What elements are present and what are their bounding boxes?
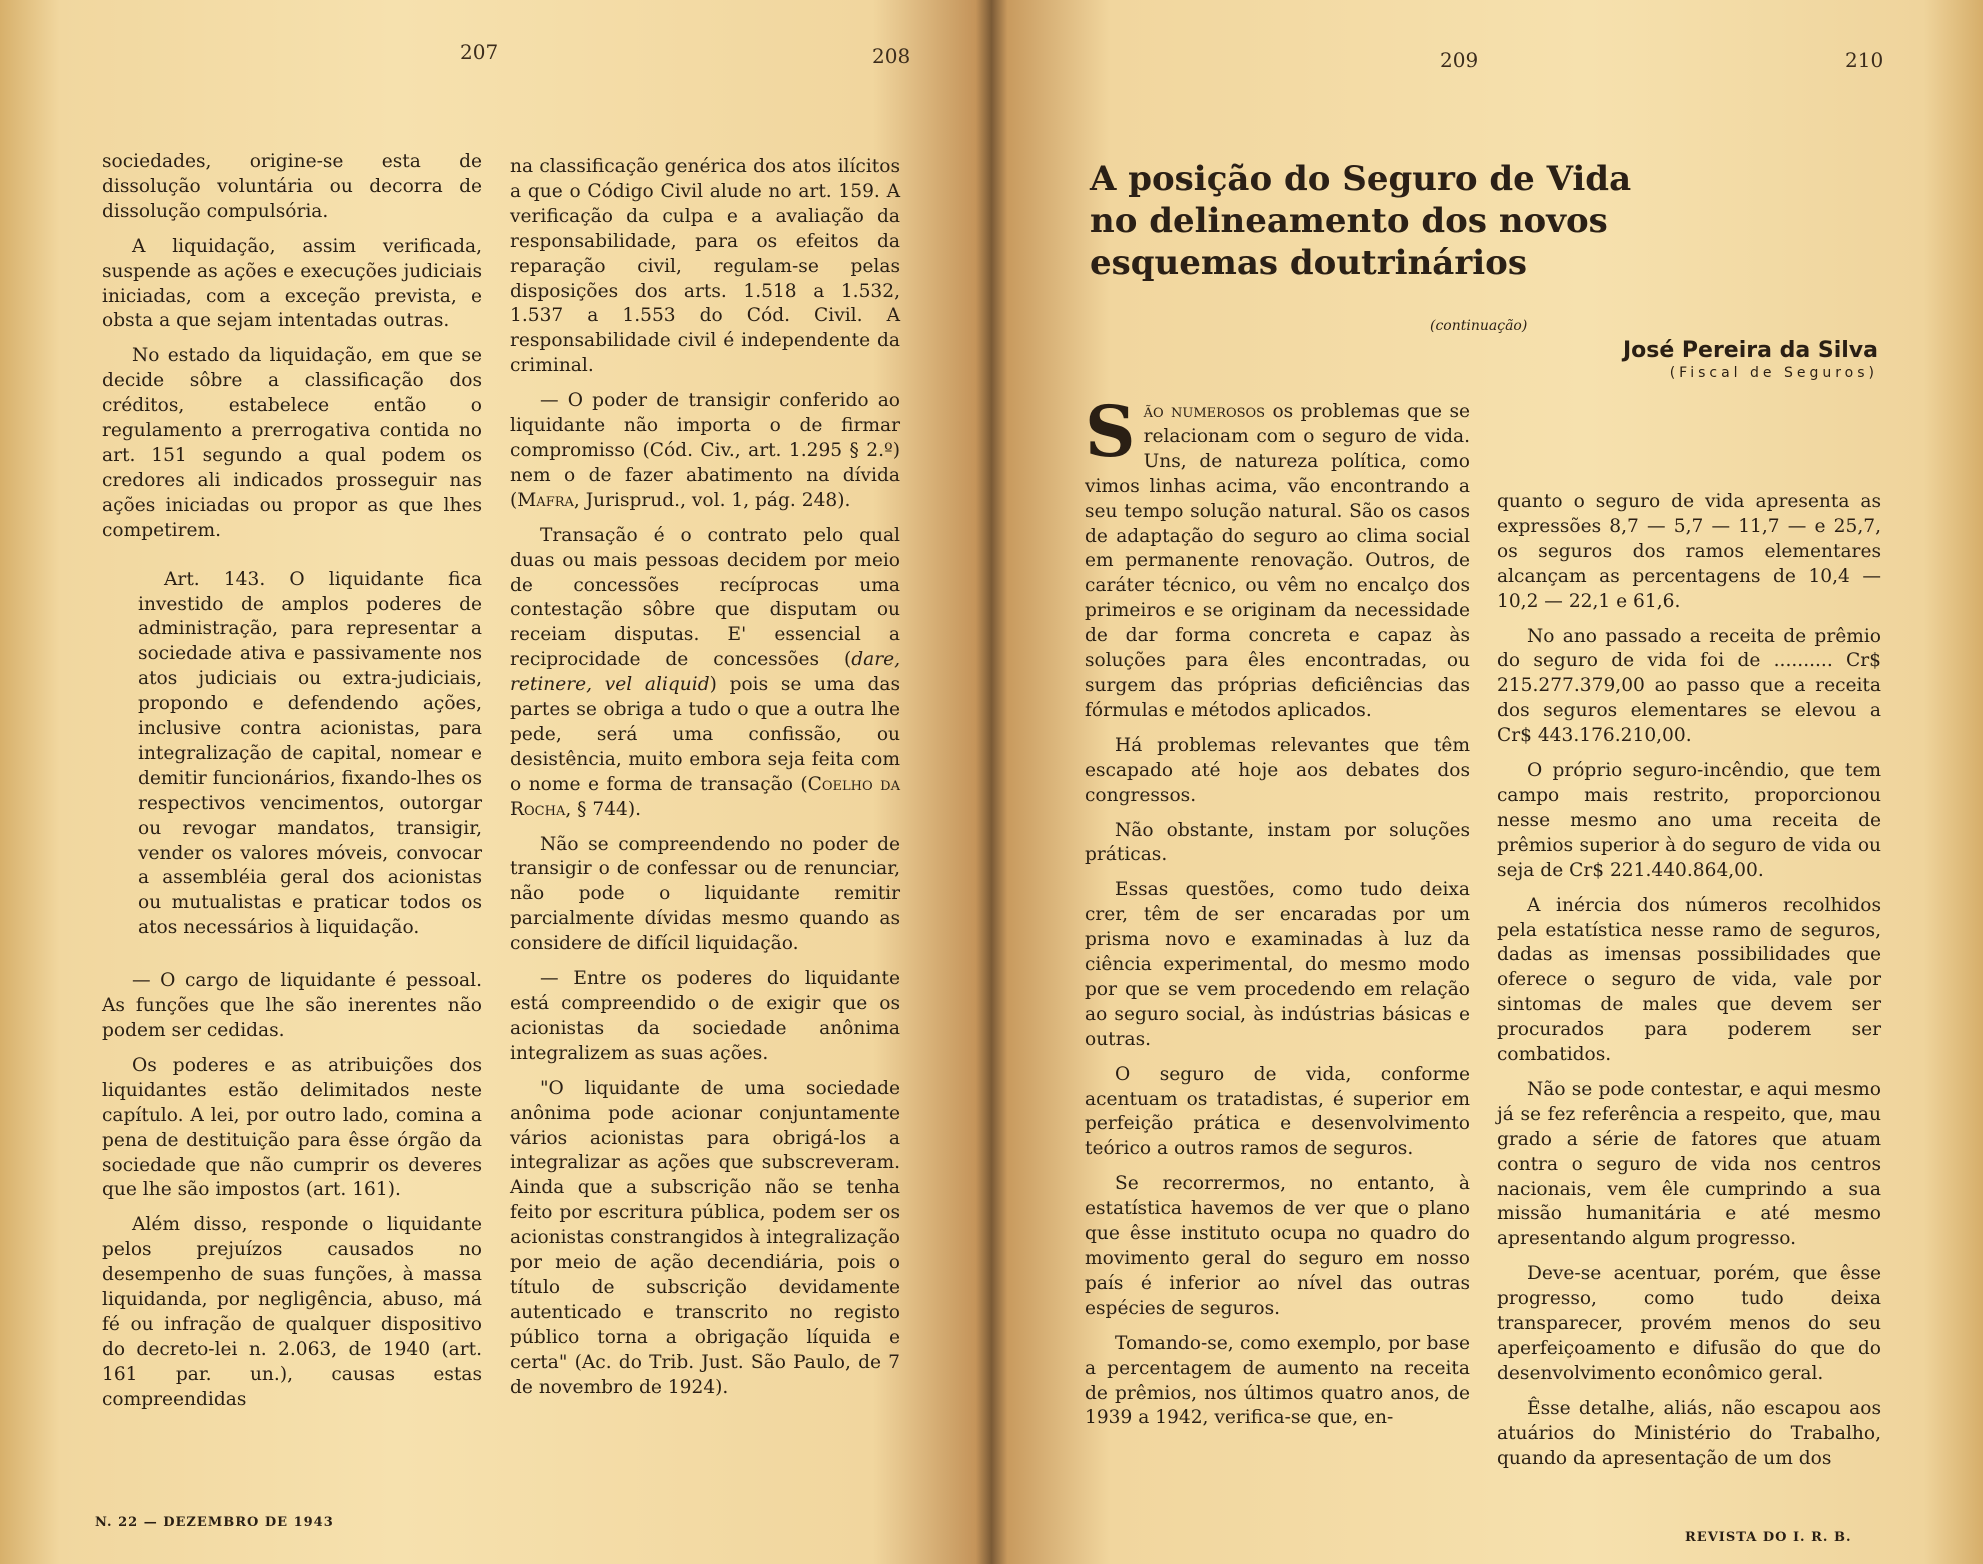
paragraph: Essas questões, como tudo deixa crer, têm de ser encaradas por um prisma novo e examinadas à luz da ciência experimental, do mesmo modo por que se vem procedendo em relação ao seguro social, às indústrias básicas e outras. bbox=[1085, 879, 1470, 1050]
page-number-207: 207 bbox=[460, 40, 499, 64]
author-citation: Coelho da Rocha bbox=[510, 773, 900, 820]
paragraph: A liquidação, assim verificada, suspende as ações e execuções judiciais iniciadas, com a exceção prevista, e obsta a que sejam intentadas outras. bbox=[102, 235, 482, 332]
article-title: A posição do Seguro de Vida no delineamento dos novos esquemas doutrinários bbox=[1090, 159, 1632, 283]
drop-cap: S bbox=[1085, 390, 1136, 473]
author-name: José Pereira da Silva bbox=[1622, 338, 1878, 363]
latin-phrase: dare, retinere, vel aliquid bbox=[510, 649, 900, 696]
page-number-210: 210 bbox=[1845, 48, 1884, 72]
text: os problemas que se relacionam com o seguro de vida. Uns, de natureza política, como vimos linhas acima, vão encontrando a seu tempo solução natural. São os casos de adaptação do seguro ao clima social em permanente renovação. Outros, de caráter técnico, ou vêm no encalço dos primeiros e se originam da necessidade de dar forma concreta e capaz às soluções para êles encontradas, ou surgem das próprias deficiências das fórmulas e métodos aplicados. bbox=[1085, 401, 1470, 721]
paragraph bbox=[510, 524, 900, 823]
paragraph: O próprio seguro-incêndio, que tem campo mais restrito, proporcionou nesse mesmo ano uma receita de prêmios superior à do seguro de vida ou seja de Cr$ 221.440.864,00. bbox=[1497, 760, 1881, 881]
page-209-column bbox=[1085, 390, 1470, 1441]
paragraph: Tomando-se, como exemplo, por base a percentagem de aumento na receita de prêmios, nos últimos quatro anos, de 1939 a 1942, verifica-se que, en- bbox=[1085, 1332, 1470, 1429]
page-208-column bbox=[510, 155, 900, 1411]
paragraph: "O liquidante de uma sociedade anônima pode acionar conjuntamente vários acionistas para obrigá-los a integralizar as ações que subscreveram. Ainda que a subscrição não se tenha feito por escritura pública, podem ser os acionistas constrangidos à integralização por meio de ação decendiária, pois o título de subscrição devidamente autenticado e transcrito no registo público torna a obrigação líquida e certa" (Ac. do Trib. Just. São Paulo, de 7 de novembro de 1924). bbox=[510, 1077, 900, 1398]
paragraph: Se recorrermos, no entanto, à estatística havemos de ver que o plano que êsse instituto ocupa no quadro do movimento geral do seguro em nosso país é inferior ao nível das outras espécies de seguros. bbox=[1085, 1173, 1470, 1319]
page-207-column bbox=[102, 150, 482, 1423]
page-number-208: 208 bbox=[872, 44, 911, 68]
small-caps-opening: ão numerosos bbox=[1143, 401, 1266, 422]
text: Transação é o contrato pelo qual duas ou mais pessoas decidem por meio de concessões recíprocas uma contestação sôbre que disputam ou receiam disputas. E' essencial a reciprocidade de concessões ( bbox=[510, 524, 900, 671]
paragraph: — O cargo de liquidante é pessoal. As funções que lhe são inerentes não podem ser cedidas. bbox=[102, 970, 482, 1041]
paragraph: O seguro de vida, conforme acentuam os tratadistas, é superior em perfeição prática e desenvolvimento teórico a outros ramos de seguros. bbox=[1085, 1063, 1470, 1160]
paragraph: Os poderes e as atribuições dos liquidantes estão delimitados neste capítulo. A lei, por outro lado, comina a pena de destituição para êsse órgão da sociedade que não cumprir os deveres que lhe são impostos (art. 161). bbox=[102, 1054, 482, 1201]
continuation-note: (continuação) bbox=[1430, 318, 1528, 334]
article-143: Art. 143. O liquidante fica investido de amplos poderes de administração, para representar a sociedade ativa e passivamente nos atos judiciais ou extra-judiciais, propondo e defendendo ações, inclusive contra acionistas, para integralização de capital, nomear e demitir funcionários, fixando-lhes os respectivos vencimentos, outorgar ou revogar mandatos, transigir, vender os valores móveis, convocar a assembléia geral dos acionistas ou mutualistas e praticar todos os atos necessários à liquidação. bbox=[138, 568, 482, 939]
paragraph: quanto o seguro de vida apresenta as expressões 8,7 — 5,7 — 11,7 — e 25,7, os seguros dos ramos elementares alcançam as percentagens de 10,4 — 10,2 — 22,1 e 61,6. bbox=[1497, 491, 1881, 612]
paragraph: na classificação genérica dos atos ilícitos a que o Código Civil alude no art. 159. A verificação da culpa e a avaliação da responsabilidade, para os efeitos da reparação civil, regulam-se pelas disposições dos arts. 1.518 a 1.532, 1.537 a 1.553 do Cód. Civil. A responsabilidade civil é independente da criminal. bbox=[510, 156, 900, 377]
text: , § 744). bbox=[565, 798, 642, 820]
paragraph: — Entre os poderes do liquidante está compreendido o de exigir que os acionistas da sociedade anônima integralizem as suas ações. bbox=[510, 968, 900, 1064]
paragraph: Não se compreendendo no poder de transigir o de confessar ou de renunciar, não pode o liquidante remitir parcialmente dívidas mesmo quando as considere de difícil liquidação. bbox=[510, 833, 900, 955]
text: ) pois se uma das partes se obriga a tudo o que a outra lhe pede, será uma confissão, ou desistência, muito embora seja feita com o nome e forma de transação ( bbox=[510, 674, 901, 795]
page-number-209: 209 bbox=[1440, 48, 1479, 72]
footer-issue: N. 22 — DEZEMBRO DE 1943 bbox=[95, 1515, 334, 1530]
paragraph bbox=[510, 389, 900, 514]
paragraph: Êsse detalhe, aliás, não escapou aos atuários do Ministério do Trabalho, quando da apresentação de um dos bbox=[1497, 1397, 1881, 1469]
paragraph: Não se pode contestar, e aqui mesmo já se fez referência a respeito, que, mau grado a série de fatores que atuam contra o seguro de vida nos centros nacionais, vem êle cumprindo a sua missão humanitária e até mesmo apresentando algum progresso. bbox=[1497, 1078, 1881, 1250]
author-citation: Mafra bbox=[517, 489, 574, 511]
text: , Jurisprud., vol. 1, pág. 248). bbox=[573, 489, 851, 511]
paragraph: Deve-se acentuar, porém, que êsse progresso, como tudo deixa transparecer, provém menos do seu aperfeiçoamento e difusão do que do desenvolvimento econômico geral. bbox=[1497, 1263, 1881, 1384]
paragraph: Além disso, responde o liquidante pelos prejuízos causados no desempenho de suas funções, à massa liquidanda, por negligência, abuso, má fé ou infração de qualquer dispositivo do decreto-lei n. 2.063, de 1940 (art. 161 par. un.), causas estas compreendidas bbox=[102, 1214, 482, 1410]
paragraph: No estado da liquidação, em que se decide sôbre a classificação dos créditos, estabelece então o regulamento a prerrogativa contida no art. 151 segundo a qual podem os credores ali indicados prosseguir nas ações iniciadas ou propor as que lhes competirem. bbox=[102, 345, 482, 541]
text: — O poder de transigir conferido ao liquidante não importa o de firmar compromisso (Cód. Civ., art. 1.295 § 2.º) nem o de fazer abatimento na dívida ( bbox=[510, 390, 900, 511]
paragraph: A inércia dos números recolhidos pela estatística nesse ramo de seguros, dadas as imensas possibilidades que oferece o seguro de vida, vale por sintomas de males que devem ser procurados para poderem ser combatidos. bbox=[1497, 894, 1881, 1066]
paragraph: No ano passado a receita de prêmio do seguro de vida foi de .......... Cr$ 215.277.379,00 ao passo que a receita dos seguros elementares se elevou a Cr$ 443.176.210,00. bbox=[1497, 625, 1881, 747]
author-role: (Fiscal de Seguros) bbox=[1669, 365, 1878, 381]
paragraph bbox=[1085, 390, 1470, 724]
paragraph: Não obstante, instam por soluções práticas. bbox=[1085, 819, 1470, 866]
paragraph: Há problemas relevantes que têm escapado até hoje aos debates dos congressos. bbox=[1085, 734, 1470, 806]
page-210-column bbox=[1497, 490, 1881, 1482]
footer-journal: REVISTA DO I. R. B. bbox=[1685, 1530, 1852, 1545]
paragraph: sociedades, origine-se esta de dissolução voluntária ou decorra de dissolução compulsória. bbox=[102, 151, 482, 222]
